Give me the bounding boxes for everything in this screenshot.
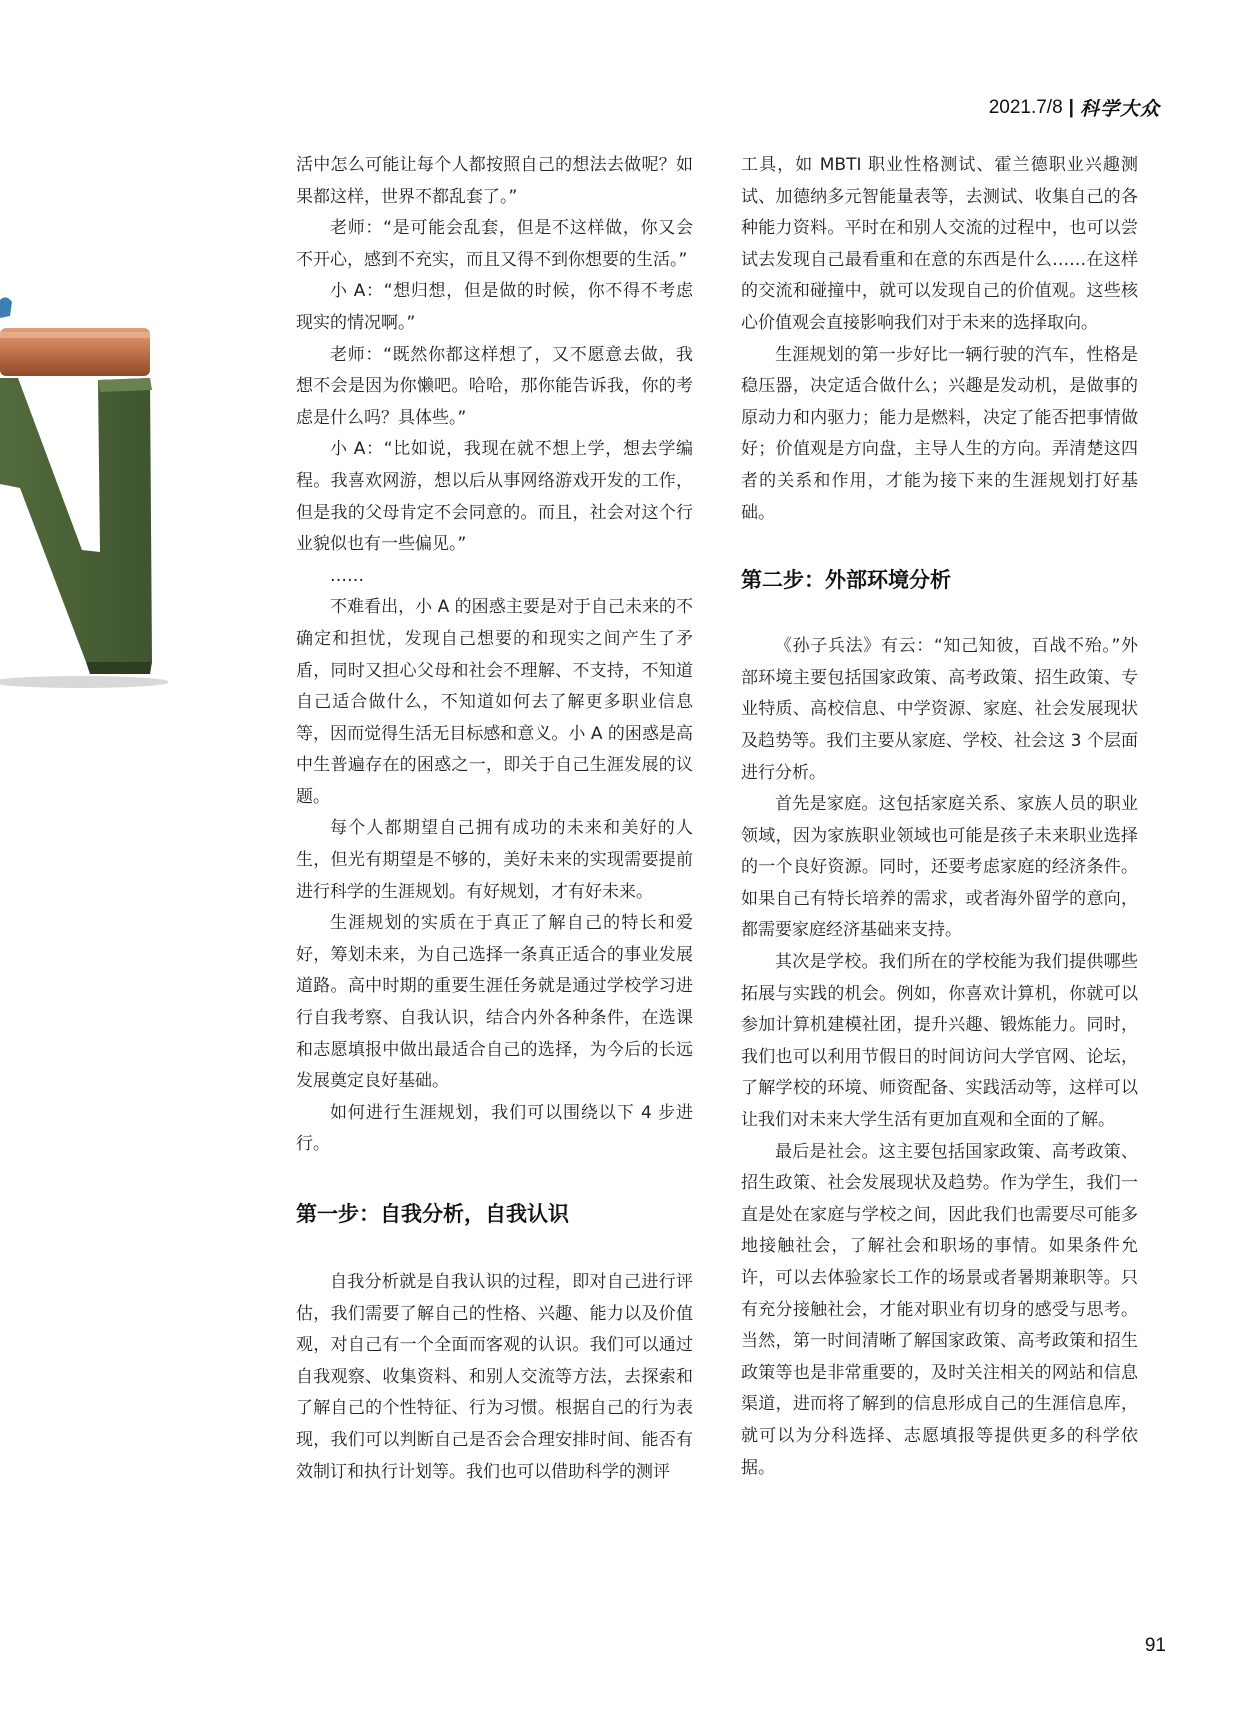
paragraph: 生涯规划的实质在于真正了解自己的特长和爱好，筹划未来，为自己选择一条真正适合的事业发展道路。高中时期的重要生涯任务就是通过学校学习进行自我考察、自我认识，结合内外各种条件，在选课和志愿填报中做出最适合自己的选择，为今后的长远发展奠定良好基础。	[296, 913, 693, 1092]
section-heading-step2: 第二步：外部环境分析	[741, 568, 951, 593]
magazine-logo: 科学大众	[1079, 98, 1160, 120]
letter-n-on-pencil-image	[0, 290, 168, 690]
page-number: 91	[1144, 1635, 1166, 1656]
paragraph: 最后是社会。这主要包括国家政策、高考政策、招生政策、社会发展现状及趋势。作为学生，我们一直是处在家庭与学校之间，因此我们也需要尽可能多地接触社会，了解社会和职场的事情。如果条件允许，可以去体验家长工作的场景或者暑期兼职等。只有充分接触社会，才能对职业有切身的感受与思考。当然，第一时间清晰了解国家政策、高考政策和招生政策等也是非常重要的，及时关注相关的网站和信息渠道，进而将了解到的信息形成自己的生涯信息库，就可以为分科选择、志愿填报等提供更多的科学依据。	[741, 1141, 1138, 1478]
issue-date: 2021.7/8	[988, 96, 1063, 118]
paragraph: 《孙子兵法》有云：“知己知彼，百战不殆。”外部环境主要包括国家政策、高考政策、招生政策、专业特质、高校信息、中学资源、家庭、社会发展现状及趋势等。我们主要从家庭、学校、社会这 3 个层面进行分析。	[741, 636, 1138, 783]
paragraph: 生涯规划的第一步好比一辆行驶的汽车，性格是稳压器，决定适合做什么；兴趣是发动机，是做事的原动力和内驱力；能力是燃料，决定了能否把事情做好；价值观是方向盘，主导人生的方向。弄清楚这四者的关系和作用，才能为接下来的生涯规划打好基础。	[741, 344, 1138, 523]
page-header	[989, 94, 1160, 121]
paragraph: 首先是家庭。这包括家庭关系、家族人员的职业领域，因为家族职业领域也可能是孩子未来职业选择的一个良好资源。同时，还要考虑家庭的经济条件。如果自己有特长培养的需求，或者海外留学的意向，都需要家庭经济基础来支持。	[741, 794, 1138, 941]
paragraph: 如何进行生涯规划，我们可以围绕以下 4 步进行。	[296, 1102, 693, 1155]
paragraph: 自我分析就是自我认识的过程，即对自己进行评估，我们需要了解自己的性格、兴趣、能力以及价值观，对自己有一个全面而客观的认识。我们可以通过自我观察、收集资料、和别人交流等方法，去探索和了解自己的个性特征、行为习惯。根据自己的行为表现，我们可以判断自己是否会合理安排时间、能否有效制订和执行计划等。我们也可以借助科学的测评	[296, 1272, 693, 1482]
header-separator: |	[1068, 96, 1074, 118]
right-text-column	[741, 150, 1138, 1484]
dialogue-student: 小 A：“比如说，我现在就不想上学，想去学编程。我喜欢网游，想以后从事网络游戏开发的工作，但是我的父母肯定不会同意的。而且，社会对这个行业貌似也有一些偏见。”	[296, 439, 693, 555]
section-heading-step1: 第一步：自我分析，自我认识	[296, 1202, 569, 1226]
dialogue-student: 小 A：“想归想，但是做的时候，你不得不考虑现实的情况啊。”	[296, 281, 693, 333]
cover-photo-fragment	[0, 290, 168, 690]
dialogue-teacher: 老师：“既然你都这样想了，又不愿意去做，我想不会是因为你懒吧。哈哈，那你能告诉我，你的考虑是什么吗？具体些。”	[296, 344, 693, 428]
paragraph: 每个人都期望自己拥有成功的未来和美好的人生，但光有期望是不够的，美好未来的实现需要提前进行科学的生涯规划。有好规划，才有好未来。	[296, 818, 693, 902]
paragraph: 工具，如 MBTI 职业性格测试、霍兰德职业兴趣测试、加德纳多元智能量表等，去测试、收集自己的各种能力资料。平时在和别人交流的过程中，也可以尝试去发现自己最看重和在意的东西是什么……在这样的交流和碰撞中，就可以发现自己的价值观。这些核心价值观会直接影响我们对于未来的选择取向。	[741, 155, 1138, 333]
paragraph: 活中怎么可能让每个人都按照自己的想法去做呢？如果都这样，世界不都乱套了。”	[296, 155, 693, 207]
left-text-column	[296, 150, 693, 1488]
paragraph: 不难看出，小 A 的困惑主要是对于自己未来的不确定和担忧，发现自己想要的和现实之间产生了矛盾，同时又担心父母和社会不理解、不支持，不知道自己适合做什么，不知道如何去了解更多职业信息等，因而觉得生活无目标感和意义。小 A 的困惑是高中生普遍存在的困惑之一，即关于自己生涯发展的议题。	[296, 597, 693, 807]
paragraph: 其次是学校。我们所在的学校能为我们提供哪些拓展与实践的机会。例如，你喜欢计算机，你就可以参加计算机建模社团，提升兴趣、锻炼能力。同时，我们也可以利用节假日的时间访问大学官网、论坛，了解学校的环境、师资配备、实践活动等，这样可以让我们对未来大学生活有更加直观和全面的了解。	[741, 952, 1138, 1131]
ellipsis-line: ……	[330, 565, 364, 586]
dialogue-teacher: 老师：“是可能会乱套，但是不这样做，你又会不开心，感到不充实，而且又得不到你想要的生活。”	[296, 218, 693, 270]
